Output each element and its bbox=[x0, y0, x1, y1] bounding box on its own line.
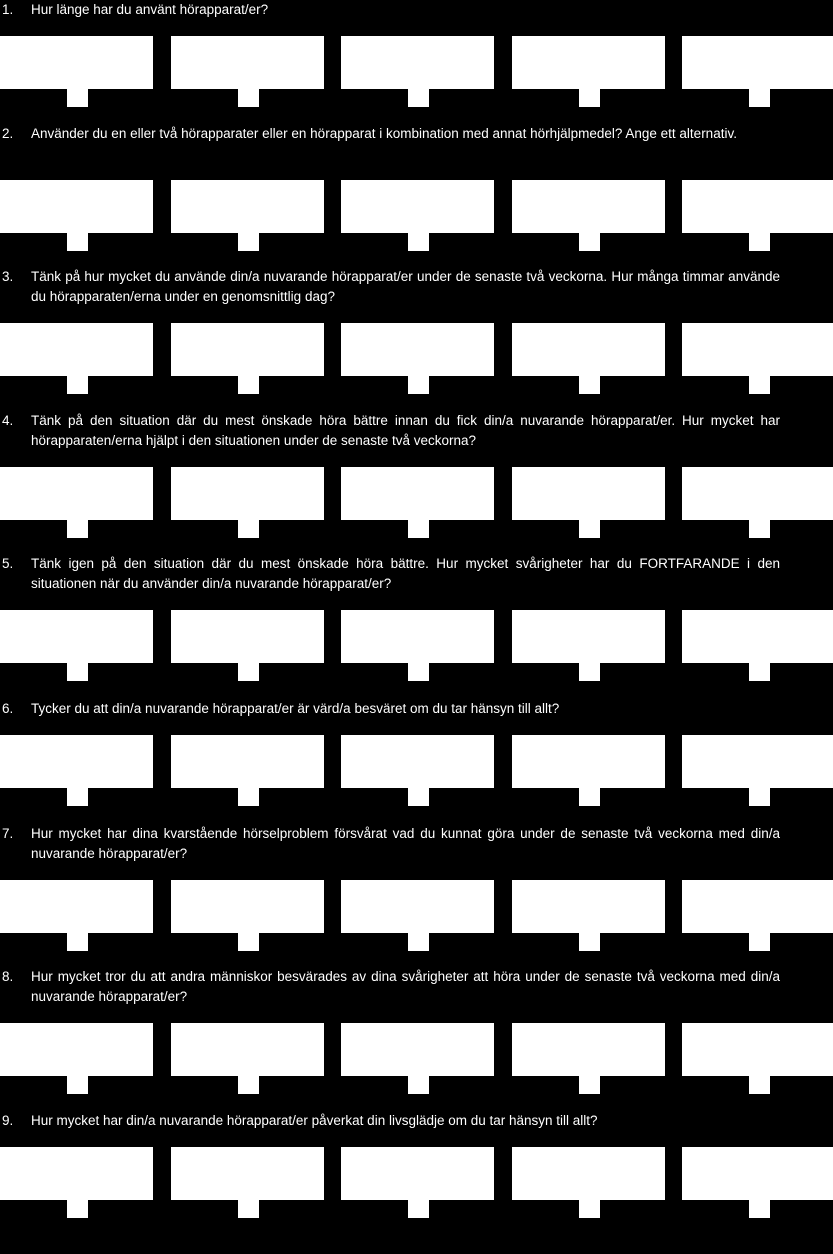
answer-option-2[interactable] bbox=[171, 610, 324, 682]
answer-box[interactable] bbox=[171, 1147, 324, 1200]
answer-option-5[interactable] bbox=[682, 1147, 833, 1219]
answer-box[interactable] bbox=[682, 467, 833, 520]
answer-option-4[interactable] bbox=[512, 36, 665, 108]
question-number: 6. bbox=[2, 701, 14, 716]
answer-box-tab[interactable] bbox=[408, 933, 429, 951]
answer-option-5[interactable] bbox=[682, 180, 833, 252]
answer-box-tab[interactable] bbox=[749, 663, 770, 681]
answer-box-tab[interactable] bbox=[408, 663, 429, 681]
answer-option-1[interactable] bbox=[0, 1023, 153, 1095]
question-7 bbox=[0, 824, 833, 967]
answer-option-2[interactable] bbox=[171, 467, 324, 539]
answer-box[interactable] bbox=[0, 467, 153, 520]
answer-box[interactable] bbox=[512, 735, 665, 788]
answer-box-tab[interactable] bbox=[238, 933, 259, 951]
answer-box[interactable] bbox=[171, 610, 324, 663]
question-text: Tänk igen på den situation där du mest önskade höra bättre. Hur mycket svårigheter har du FORTFARANDE i den situationen när du använder din/a nuvarande hörapparat/er? bbox=[31, 556, 780, 591]
answer-box-tab[interactable] bbox=[579, 663, 600, 681]
answer-box[interactable] bbox=[0, 180, 153, 233]
answer-box-tab[interactable] bbox=[749, 1200, 770, 1218]
answer-box[interactable] bbox=[512, 467, 665, 520]
answer-box-tab[interactable] bbox=[67, 1076, 88, 1094]
answer-box-tab[interactable] bbox=[749, 89, 770, 107]
answer-option-2[interactable] bbox=[171, 880, 324, 952]
answer-option-1[interactable] bbox=[0, 323, 153, 395]
answer-option-1[interactable] bbox=[0, 735, 153, 807]
answer-box[interactable] bbox=[682, 610, 833, 663]
answer-box[interactable] bbox=[0, 36, 153, 89]
question-9 bbox=[0, 1111, 833, 1254]
answer-box-tab[interactable] bbox=[238, 663, 259, 681]
answer-box-tab[interactable] bbox=[67, 788, 88, 806]
answer-options bbox=[0, 180, 833, 252]
answer-box[interactable] bbox=[341, 36, 494, 89]
question-1 bbox=[0, 0, 833, 143]
answer-options bbox=[0, 880, 833, 952]
question-text: Tänk på hur mycket du använde din/a nuvarande hörapparat/er under de senaste två veckorna. Hur många timmar använde du hörapparaten/erna under en genomsnittlig dag? bbox=[31, 269, 780, 304]
answer-box[interactable] bbox=[341, 735, 494, 788]
question-5 bbox=[0, 554, 833, 697]
question-number: 4. bbox=[2, 413, 14, 428]
answer-box-tab[interactable] bbox=[408, 1076, 429, 1094]
answer-option-3[interactable] bbox=[341, 735, 494, 807]
answer-box[interactable] bbox=[341, 1147, 494, 1200]
question-8 bbox=[0, 967, 833, 1110]
answer-box[interactable] bbox=[171, 323, 324, 376]
answer-box[interactable] bbox=[171, 180, 324, 233]
answer-option-4[interactable] bbox=[512, 467, 665, 539]
answer-options bbox=[0, 36, 833, 108]
answer-box[interactable] bbox=[682, 1147, 833, 1200]
answer-box[interactable] bbox=[171, 1023, 324, 1076]
answer-box[interactable] bbox=[171, 735, 324, 788]
answer-box[interactable] bbox=[171, 467, 324, 520]
answer-option-5[interactable] bbox=[682, 467, 833, 539]
answer-box[interactable] bbox=[171, 36, 324, 89]
answer-box-tab[interactable] bbox=[579, 376, 600, 394]
answer-option-3[interactable] bbox=[341, 467, 494, 539]
answer-options bbox=[0, 1147, 833, 1219]
answer-option-2[interactable] bbox=[171, 1147, 324, 1219]
answer-box[interactable] bbox=[0, 610, 153, 663]
answer-box-tab[interactable] bbox=[579, 1200, 600, 1218]
answer-box[interactable] bbox=[682, 180, 833, 233]
answer-box[interactable] bbox=[341, 1023, 494, 1076]
answer-box[interactable] bbox=[512, 1147, 665, 1200]
question-text: Hur mycket har dina kvarstående hörselproblem försvårat vad du kunnat göra under de senaste två veckorna med din/a nuvarande hörapparat/er? bbox=[31, 826, 780, 861]
answer-box-tab[interactable] bbox=[238, 520, 259, 538]
answer-option-1[interactable] bbox=[0, 180, 153, 252]
answer-box[interactable] bbox=[341, 180, 494, 233]
answer-box-tab[interactable] bbox=[749, 1076, 770, 1094]
answer-box-tab[interactable] bbox=[238, 376, 259, 394]
answer-option-3[interactable] bbox=[341, 36, 494, 108]
question-text: Tycker du att din/a nuvarande hörapparat/er är värd/a besväret om du tar hänsyn till allt? bbox=[31, 701, 560, 716]
question-3 bbox=[0, 267, 833, 410]
answer-box[interactable] bbox=[682, 735, 833, 788]
answer-box[interactable] bbox=[341, 610, 494, 663]
question-text: Hur mycket tror du att andra människor besvärades av dina svårigheter att höra under de senaste två veckorna med din/a nuvarande hörapparat/er? bbox=[31, 969, 780, 1004]
question-number: 3. bbox=[2, 269, 14, 284]
answer-option-3[interactable] bbox=[341, 1147, 494, 1219]
answer-box[interactable] bbox=[682, 323, 833, 376]
answer-option-5[interactable] bbox=[682, 880, 833, 952]
answer-option-3[interactable] bbox=[341, 180, 494, 252]
answer-box[interactable] bbox=[512, 323, 665, 376]
answer-option-4[interactable] bbox=[512, 880, 665, 952]
answer-option-5[interactable] bbox=[682, 36, 833, 108]
answer-box[interactable] bbox=[0, 1023, 153, 1076]
question-number: 9. bbox=[2, 1113, 14, 1128]
answer-box-tab[interactable] bbox=[579, 1076, 600, 1094]
answer-box-tab[interactable] bbox=[749, 376, 770, 394]
answer-option-5[interactable] bbox=[682, 735, 833, 807]
answer-option-2[interactable] bbox=[171, 323, 324, 395]
question-number: 1. bbox=[2, 2, 14, 17]
answer-box-tab[interactable] bbox=[238, 1076, 259, 1094]
answer-option-4[interactable] bbox=[512, 610, 665, 682]
answer-option-5[interactable] bbox=[682, 610, 833, 682]
answer-box-tab[interactable] bbox=[749, 933, 770, 951]
answer-box-tab[interactable] bbox=[408, 89, 429, 107]
answer-box-tab[interactable] bbox=[579, 233, 600, 251]
answer-box-tab[interactable] bbox=[238, 788, 259, 806]
answer-box-tab[interactable] bbox=[408, 788, 429, 806]
answer-box[interactable] bbox=[0, 880, 153, 933]
question-text: Hur länge har du använt hörapparat/er? bbox=[31, 2, 269, 17]
answer-box[interactable] bbox=[682, 880, 833, 933]
answer-box[interactable] bbox=[512, 610, 665, 663]
question-4 bbox=[0, 411, 833, 554]
answer-option-1[interactable] bbox=[0, 36, 153, 108]
answer-option-3[interactable] bbox=[341, 880, 494, 952]
answer-option-4[interactable] bbox=[512, 323, 665, 395]
answer-box-tab[interactable] bbox=[408, 1200, 429, 1218]
answer-option-2[interactable] bbox=[171, 36, 324, 108]
answer-box[interactable] bbox=[512, 180, 665, 233]
answer-box-tab[interactable] bbox=[67, 663, 88, 681]
question-number: 5. bbox=[2, 556, 14, 571]
answer-option-4[interactable] bbox=[512, 1023, 665, 1095]
answer-options bbox=[0, 735, 833, 807]
answer-option-5[interactable] bbox=[682, 1023, 833, 1095]
question-number: 2. bbox=[2, 126, 14, 141]
answer-box[interactable] bbox=[682, 1023, 833, 1076]
answer-box[interactable] bbox=[341, 880, 494, 933]
answer-box-tab[interactable] bbox=[579, 520, 600, 538]
answer-box[interactable] bbox=[512, 36, 665, 89]
answer-box-tab[interactable] bbox=[67, 933, 88, 951]
answer-option-5[interactable] bbox=[682, 323, 833, 395]
answer-option-1[interactable] bbox=[0, 1147, 153, 1219]
answer-options bbox=[0, 610, 833, 682]
answer-box[interactable] bbox=[682, 36, 833, 89]
answer-box-tab[interactable] bbox=[408, 376, 429, 394]
question-2 bbox=[0, 124, 833, 267]
answer-box-tab[interactable] bbox=[579, 933, 600, 951]
answer-option-1[interactable] bbox=[0, 467, 153, 539]
question-6 bbox=[0, 699, 833, 842]
answer-box-tab[interactable] bbox=[749, 788, 770, 806]
answer-box-tab[interactable] bbox=[67, 376, 88, 394]
answer-option-3[interactable] bbox=[341, 1023, 494, 1095]
answer-box-tab[interactable] bbox=[67, 1200, 88, 1218]
answer-box[interactable] bbox=[171, 880, 324, 933]
answer-box-tab[interactable] bbox=[749, 520, 770, 538]
answer-option-4[interactable] bbox=[512, 1147, 665, 1219]
question-text: Tänk på den situation där du mest önskade höra bättre innan du fick din/a nuvarande hörapparat/er. Hur mycket har hörapparaten/erna hjälpt i den situationen under de senaste två veckorna? bbox=[31, 413, 780, 448]
answer-box[interactable] bbox=[341, 467, 494, 520]
answer-box-tab[interactable] bbox=[749, 233, 770, 251]
answer-box-tab[interactable] bbox=[238, 1200, 259, 1218]
answer-option-2[interactable] bbox=[171, 735, 324, 807]
question-text: Hur mycket har din/a nuvarande hörapparat/er påverkat din livsglädje om du tar hänsyn till allt? bbox=[31, 1113, 598, 1128]
question-number: 7. bbox=[2, 826, 14, 841]
answer-box[interactable] bbox=[0, 323, 153, 376]
answer-options bbox=[0, 467, 833, 539]
answer-box-tab[interactable] bbox=[579, 89, 600, 107]
answer-option-4[interactable] bbox=[512, 735, 665, 807]
answer-box-tab[interactable] bbox=[67, 233, 88, 251]
answer-box-tab[interactable] bbox=[67, 89, 88, 107]
question-number: 8. bbox=[2, 969, 14, 984]
answer-box-tab[interactable] bbox=[408, 233, 429, 251]
answer-box-tab[interactable] bbox=[579, 788, 600, 806]
answer-option-3[interactable] bbox=[341, 323, 494, 395]
answer-box-tab[interactable] bbox=[408, 520, 429, 538]
question-text: Använder du en eller två hörapparater eller en hörapparat i kombination med annat hörhjälpmedel? Ange ett alternativ. bbox=[31, 126, 737, 141]
answer-options bbox=[0, 323, 833, 395]
answer-box[interactable] bbox=[341, 323, 494, 376]
answer-box-tab[interactable] bbox=[238, 233, 259, 251]
answer-box[interactable] bbox=[512, 880, 665, 933]
answer-option-1[interactable] bbox=[0, 880, 153, 952]
answer-option-2[interactable] bbox=[171, 180, 324, 252]
answer-box-tab[interactable] bbox=[67, 520, 88, 538]
answer-option-2[interactable] bbox=[171, 1023, 324, 1095]
answer-option-1[interactable] bbox=[0, 610, 153, 682]
answer-box-tab[interactable] bbox=[238, 89, 259, 107]
answer-box[interactable] bbox=[0, 1147, 153, 1200]
answer-options bbox=[0, 1023, 833, 1095]
answer-box[interactable] bbox=[512, 1023, 665, 1076]
answer-option-3[interactable] bbox=[341, 610, 494, 682]
answer-option-4[interactable] bbox=[512, 180, 665, 252]
answer-box[interactable] bbox=[0, 735, 153, 788]
